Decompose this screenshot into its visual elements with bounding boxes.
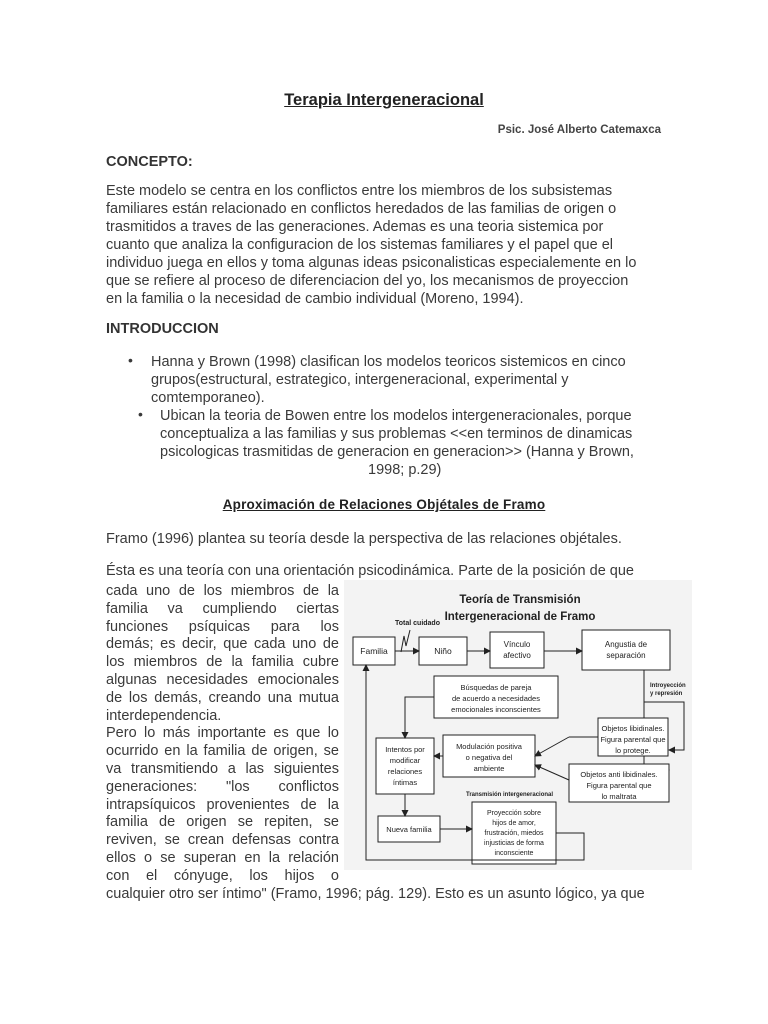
objetos-libidinales-label: Figura parental que [600, 735, 666, 744]
diagram-title-2: Intergeneracional de Framo [444, 611, 596, 623]
column-line: algunas necesidades emocionales [106, 672, 339, 688]
objetos-anti-label: lo maltrata [601, 792, 637, 801]
bullet-line: psicologicas trasmitidas de generacion en generacion>> (Hanna y Brown, [160, 444, 634, 460]
bullet-icon: • [128, 352, 133, 368]
concepto-line: familiares están relacionado en conflictos heredados de las familias de origen o [106, 201, 617, 217]
vinculo-label: Vínculo [503, 640, 531, 649]
vinculo-label: afectivo [503, 651, 531, 660]
column-line: ellos o se superan en la relación [106, 850, 339, 866]
busquedas-label: emocionales inconscientes [451, 705, 541, 714]
concepto-line: Este modelo se centra en los conflictos entre los miembros de los subsistemas [106, 183, 613, 199]
bullet-line: Hanna y Brown (1998) clasifican los modelos teoricos sistemicos en cinco [151, 354, 626, 370]
introduccion-heading: INTRODUCCION [106, 321, 219, 337]
proyeccion-label: frustración, miedos [484, 830, 544, 837]
concepto-line: que se refiere al proceso de diferenciacion del yo, los mecanismos de proyeccion [106, 273, 629, 289]
intentos-label: íntimas [392, 778, 418, 787]
diagram-title-1: Teoría de Transmisión [459, 594, 581, 606]
section-last-line: cualquier otro ser íntimo" (Framo, 1996; pág. 129). Esto es un asunto lógico, ya que [106, 886, 645, 902]
column-line: demás; es decir, que cada uno de [106, 636, 339, 653]
modulacion-label: o negativa del [465, 753, 513, 762]
angustia-label: separación [606, 651, 646, 660]
bullet-icon: • [138, 406, 143, 422]
concepto-line: trasmitidos a traves de las generaciones. Ademas es una teoria sistemica por [106, 219, 604, 235]
section-paragraph-1: Framo (1996) plantea su teoría desde la perspectiva de las relaciones objétales. [106, 531, 622, 547]
column-line: familia va cumpliendo ciertas [106, 600, 339, 617]
concepto-heading: CONCEPTO: [106, 154, 193, 170]
bullet-line: grupos(estructural, estrategico, intergeneracional, experimental y [151, 372, 569, 388]
concepto-line: cuanto que analiza la configuracion de los sistemas familiares y el papel que el [106, 237, 613, 253]
angustia-label: Angustia de [604, 640, 648, 649]
objetos-anti-label: Objetos anti libidinales. [580, 770, 658, 779]
section-paragraph-2: Ésta es una teoría con una orientación psicodinámica. Parte de la posición de que [106, 563, 634, 579]
wrapped-text-column [106, 582, 342, 884]
column-line: intrapsíquicos provenientes de la [106, 796, 339, 813]
bullet-line: 1998; p.29) [368, 462, 442, 478]
column-line: de los demás, creando una mutua [106, 689, 339, 706]
column-line: generaciones: "los conflictos [106, 778, 339, 795]
column-line: con el cónyuge, los hijos o [106, 867, 339, 884]
intentos-label: Intentos por [385, 745, 425, 754]
column-line: interdependencia. [106, 707, 222, 724]
column-line: familia de origen se repiten, se [106, 814, 339, 831]
concepto-line: en la familia o la necesidad de cambio individual (Moreno, 1994). [106, 291, 524, 307]
column-line: funciones psíquicas para los [106, 618, 339, 635]
framo-diagram [344, 580, 692, 870]
bullet-line: comtemporaneo). [151, 390, 265, 406]
box-vinculo [490, 632, 544, 668]
nueva-familia-label: Nueva familia [386, 825, 432, 834]
column-line: los miembros de la familia cubre [106, 654, 339, 671]
concepto-line: individuo juega en ellos y toma algunas ideas psiconalisticas especialemente en lo [106, 255, 637, 271]
page-title: Terapia Intergeneracional [284, 91, 484, 109]
proyeccion-label: injusticias de forma [484, 840, 544, 847]
familia-label: Familia [360, 646, 388, 656]
column-line: reviven, se crean defensas contra [106, 832, 339, 849]
nino-label: Niño [434, 646, 452, 656]
introyeccion-label: Introyección [650, 683, 686, 689]
intentos-label: relaciones [387, 767, 423, 776]
diagram-svg [344, 580, 692, 870]
modulacion-label: Modulación positiva [456, 742, 522, 751]
proyeccion-label: hijos de amor, [492, 820, 536, 827]
column-line: ocurrido en la familia de origen, se [106, 743, 339, 760]
modulacion-label: ambiente [473, 764, 505, 773]
proyeccion-label: Proyección sobre [486, 810, 542, 817]
column-line: cada uno de los miembros de la [106, 583, 339, 599]
column-line: va transmitiendo a las siguientes [106, 761, 339, 777]
total-cuidado-label: Total cuidado [395, 620, 440, 627]
busquedas-label: Búsquedas de pareja [460, 683, 532, 692]
column-line: Pero lo más importante es que lo [106, 725, 339, 742]
author: Psic. José Alberto Catemaxca [497, 124, 661, 136]
busquedas-label: de acuerdo a necesidades [452, 694, 540, 703]
intentos-label: modificar [389, 756, 421, 765]
bullet-line: Ubican la teoria de Bowen entre los modelos intergeneracionales, porque [160, 408, 632, 424]
section-title: Aproximación de Relaciones Objétales de Framo [222, 497, 546, 512]
objetos-libidinales-label: Objetos libidinales. [601, 724, 665, 733]
bullet-line: conceptualiza a las familias y sus problemas <<en terminos de dinamicas [160, 426, 633, 442]
objetos-libidinales-label: lo protege. [615, 746, 651, 755]
introyeccion-label: y represión [650, 691, 683, 697]
objetos-anti-label: Figura parental que [586, 781, 652, 790]
transmision-label: Transmisión intergeneracional [466, 792, 554, 798]
proyeccion-label: inconsciente [494, 850, 534, 857]
box-angustia [582, 630, 670, 670]
